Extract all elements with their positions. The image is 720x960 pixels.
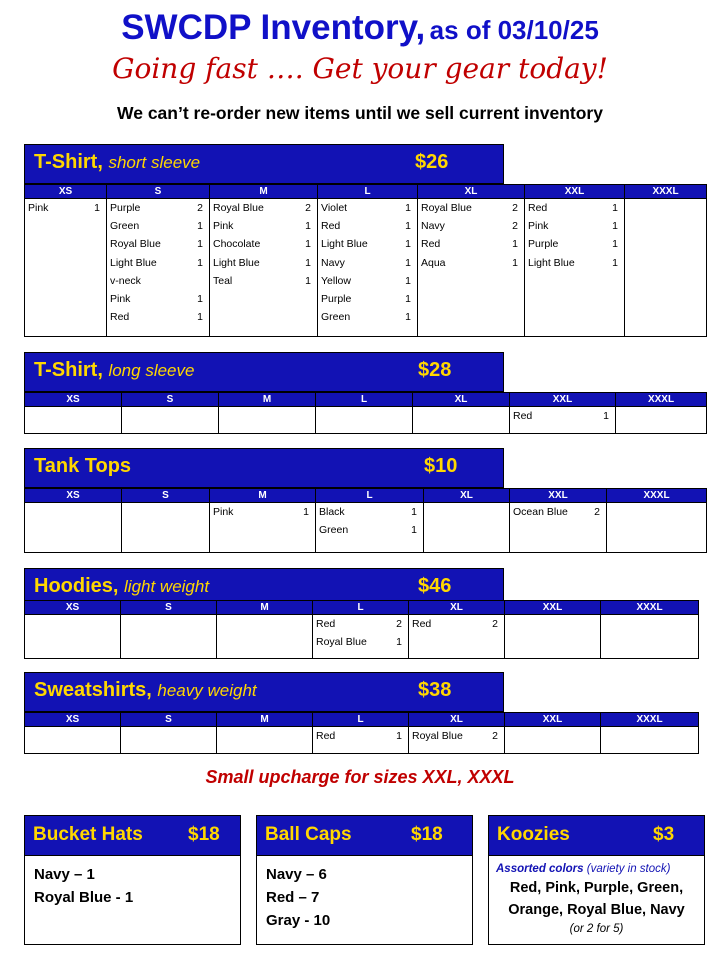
box-price: $18	[188, 824, 220, 845]
item-color: Pink	[110, 292, 131, 305]
box-line: Navy – 6	[266, 866, 327, 883]
item-quantity: 2	[492, 730, 498, 742]
item-quantity: 1	[405, 202, 411, 214]
size-cell	[25, 615, 121, 659]
size-header: XL	[409, 601, 505, 615]
size-cell	[122, 407, 219, 434]
inventory-item	[528, 256, 621, 274]
inventory-item	[319, 505, 420, 523]
size-header: XS	[25, 393, 122, 407]
box-ball-caps	[256, 815, 473, 945]
size-header: XXL	[505, 713, 601, 727]
item-color: Pink	[528, 220, 549, 233]
item-quantity: 1	[411, 524, 417, 537]
section-header	[24, 144, 504, 184]
item-color: Navy	[321, 256, 345, 269]
inventory-item	[213, 505, 312, 523]
item-color: Pink	[28, 202, 49, 214]
inventory-item	[321, 292, 414, 310]
inventory-item	[513, 409, 612, 427]
koozie-deal: (or 2 for 5)	[569, 923, 624, 935]
size-cell	[121, 615, 217, 659]
size-cell	[601, 727, 699, 754]
size-header: XL	[424, 489, 510, 503]
item-color: Purple	[110, 202, 141, 214]
size-header: M	[219, 393, 316, 407]
section-header	[24, 672, 504, 712]
section-title: Hoodies, light weight	[34, 575, 210, 597]
box-line: Red, Pink, Purple, Green,	[509, 880, 684, 896]
inventory-item	[528, 201, 621, 219]
inventory-item	[110, 201, 206, 219]
size-cell	[219, 407, 316, 434]
item-color: Green	[110, 220, 140, 233]
item-color: Light Blue	[213, 256, 260, 269]
item-color: Red	[421, 238, 441, 251]
item-color: Royal Blue	[316, 636, 367, 649]
box-price: $3	[653, 824, 675, 845]
section-title: Tank Tops	[34, 455, 132, 477]
inventory-item	[421, 201, 521, 219]
item-color: Navy	[421, 220, 445, 233]
size-header: S	[121, 601, 217, 615]
inventory-item	[412, 729, 501, 747]
size-cell	[409, 727, 505, 754]
inventory-item	[110, 310, 206, 328]
item-color: Royal Blue	[213, 202, 264, 214]
size-cell	[318, 199, 418, 337]
inventory-item	[316, 729, 405, 747]
item-color: Red	[316, 730, 336, 742]
item-quantity: 2	[594, 506, 600, 518]
size-header: L	[318, 185, 418, 199]
size-cell	[25, 407, 122, 434]
size-header: XXL	[510, 489, 607, 503]
size-header: XS	[25, 185, 107, 199]
size-table	[24, 184, 707, 337]
box-title: Ball Caps	[265, 824, 352, 845]
box-body	[257, 856, 472, 939]
box-header	[25, 816, 240, 856]
size-table	[24, 712, 699, 754]
size-cell	[217, 615, 313, 659]
inventory-item	[421, 256, 521, 274]
section-hoodies	[24, 568, 698, 662]
item-color: Green	[319, 524, 349, 537]
size-cell	[25, 727, 121, 754]
size-header: S	[121, 713, 217, 727]
size-header: XS	[25, 713, 121, 727]
size-cell	[217, 727, 313, 754]
size-header: XXXL	[616, 393, 707, 407]
size-cell	[210, 503, 316, 553]
inventory-item	[316, 635, 405, 653]
item-color: v-neck	[110, 274, 141, 287]
inventory-item	[421, 237, 521, 255]
item-color: Ocean Blue	[513, 506, 568, 518]
box-title: Koozies	[497, 824, 570, 845]
item-color: Teal	[213, 274, 233, 287]
item-quantity: 1	[405, 311, 411, 324]
size-header: XXXL	[607, 489, 707, 503]
size-header: L	[313, 713, 409, 727]
item-quantity: 2	[305, 202, 311, 214]
item-quantity: 2	[492, 618, 498, 630]
title-date: as of 03/10/25	[429, 15, 599, 45]
box-header	[257, 816, 472, 856]
item-quantity: 1	[405, 274, 411, 287]
section-title: T-Shirt, short sleeve	[34, 151, 201, 173]
size-header: XXXL	[601, 713, 699, 727]
reorder-note: We can’t re-order new items until we sell current inventory	[117, 103, 603, 123]
item-quantity: 1	[411, 506, 417, 518]
box-koozies	[488, 815, 705, 945]
item-color: Royal Blue	[412, 730, 463, 742]
size-cell	[409, 615, 505, 659]
size-header: XXL	[505, 601, 601, 615]
item-color: Purple	[321, 292, 352, 305]
item-quantity: 1	[612, 220, 618, 233]
section-price: $10	[424, 455, 458, 477]
item-color: Chocolate	[213, 238, 261, 251]
section-title: T-Shirt, long sleeve	[34, 359, 195, 381]
size-cell	[313, 615, 409, 659]
inventory-item	[321, 274, 414, 292]
item-color: Light Blue	[528, 256, 575, 269]
size-header: M	[217, 713, 313, 727]
box-price: $18	[411, 824, 443, 845]
size-cell	[601, 615, 699, 659]
item-color: Black	[319, 506, 345, 518]
item-quantity: 1	[405, 292, 411, 305]
item-quantity: 1	[305, 274, 311, 287]
item-quantity: 2	[512, 220, 518, 233]
item-color: Purple	[528, 238, 559, 251]
size-cell	[525, 199, 625, 337]
item-color: Red	[513, 410, 533, 422]
item-color: Red	[412, 618, 432, 630]
inventory-item	[321, 256, 414, 274]
inventory-item	[213, 237, 314, 255]
item-quantity: 1	[197, 220, 203, 233]
item-color: Royal Blue	[421, 202, 472, 214]
box-header	[489, 816, 704, 856]
inventory-item	[28, 201, 103, 219]
section-sweatshirts	[24, 672, 698, 754]
item-color: Red	[110, 311, 130, 324]
inventory-item	[110, 219, 206, 237]
size-header: XS	[25, 489, 122, 503]
size-cell	[510, 503, 607, 553]
koozie-colors	[496, 877, 697, 921]
size-cell	[625, 199, 707, 337]
size-header: M	[217, 601, 313, 615]
item-color: Green	[321, 311, 351, 324]
size-cell	[424, 503, 510, 553]
size-header: XL	[418, 185, 525, 199]
size-header: M	[210, 489, 316, 503]
page-title	[0, 8, 720, 48]
item-quantity: 1	[305, 220, 311, 233]
box-line: Royal Blue - 1	[34, 889, 134, 906]
inventory-item	[213, 219, 314, 237]
item-color: Yellow	[321, 274, 351, 287]
section-tshirt-short	[24, 144, 706, 338]
size-cell	[413, 407, 510, 434]
size-header: XXL	[510, 393, 616, 407]
section-tshirt-long	[24, 352, 706, 434]
item-quantity: 1	[603, 410, 609, 422]
size-header: L	[316, 489, 424, 503]
item-quantity: 1	[197, 311, 203, 324]
size-cell	[316, 407, 413, 434]
size-header: XS	[25, 601, 121, 615]
item-quantity: 2	[396, 618, 402, 630]
size-header: S	[122, 393, 219, 407]
item-quantity: 1	[197, 256, 203, 269]
item-color: Aqua	[421, 256, 446, 269]
section-header	[24, 448, 504, 488]
size-table	[24, 392, 707, 434]
inventory-item	[110, 256, 206, 274]
upcharge-note: Small upcharge for sizes XXL, XXXL	[205, 767, 515, 787]
item-quantity: 1	[512, 238, 518, 251]
size-cell	[316, 503, 424, 553]
size-header: XXL	[525, 185, 625, 199]
box-line: Navy – 1	[34, 866, 95, 883]
size-cell	[313, 727, 409, 754]
item-color: Royal Blue	[110, 238, 161, 251]
item-quantity: 1	[612, 238, 618, 251]
size-header: S	[107, 185, 210, 199]
item-quantity: 1	[94, 202, 100, 214]
box-bucket-hats	[24, 815, 241, 945]
inventory-item	[213, 256, 314, 274]
inventory-item	[421, 219, 521, 237]
slogan: Going fast …. Get your gear today!	[112, 52, 608, 85]
section-price: $38	[418, 679, 452, 701]
inventory-item	[321, 237, 414, 255]
item-quantity: 1	[512, 256, 518, 269]
box-body	[489, 856, 704, 942]
box-body	[25, 856, 240, 916]
size-header: L	[316, 393, 413, 407]
size-header: XXXL	[625, 185, 707, 199]
size-cell	[121, 727, 217, 754]
inventory-item	[110, 274, 206, 292]
size-header: M	[210, 185, 318, 199]
size-table	[24, 600, 699, 659]
section-tank-tops	[24, 448, 706, 554]
item-quantity: 1	[396, 730, 402, 742]
item-quantity: 2	[512, 202, 518, 214]
item-color: Pink	[213, 506, 234, 518]
inventory-item	[321, 219, 414, 237]
item-quantity: 1	[396, 636, 402, 649]
size-header: XL	[409, 713, 505, 727]
size-table	[24, 488, 707, 553]
size-cell	[25, 503, 122, 553]
item-color: Light Blue	[110, 256, 157, 269]
item-quantity: 2	[197, 202, 203, 214]
size-cell	[122, 503, 210, 553]
inventory-item	[110, 237, 206, 255]
size-cell	[616, 407, 707, 434]
inventory-item	[528, 237, 621, 255]
item-color: Light Blue	[321, 238, 368, 251]
size-header: L	[313, 601, 409, 615]
inventory-item	[412, 617, 501, 635]
item-quantity: 1	[197, 292, 203, 305]
inventory-item	[513, 505, 603, 523]
section-price: $46	[418, 575, 452, 597]
size-header: XXXL	[601, 601, 699, 615]
item-color: Red	[316, 618, 336, 630]
koozie-note: Assorted colors (variety in stock)	[496, 863, 671, 875]
inventory-item	[110, 292, 206, 310]
size-cell	[607, 503, 707, 553]
item-quantity: 1	[405, 256, 411, 269]
size-header: XL	[413, 393, 510, 407]
size-cell	[510, 407, 616, 434]
size-cell	[107, 199, 210, 337]
inventory-item	[321, 310, 414, 328]
size-cell	[210, 199, 318, 337]
item-quantity: 1	[405, 220, 411, 233]
item-quantity: 1	[305, 256, 311, 269]
title-main: SWCDP Inventory,	[121, 8, 426, 47]
item-quantity: 1	[197, 238, 203, 251]
inventory-item	[316, 617, 405, 635]
size-header: S	[122, 489, 210, 503]
item-color: Red	[321, 220, 341, 233]
section-header	[24, 352, 504, 392]
box-line: Orange, Royal Blue, Navy	[508, 902, 685, 918]
item-color: Red	[528, 202, 548, 214]
item-color: Violet	[321, 202, 348, 214]
box-line: Gray - 10	[266, 912, 331, 929]
inventory-item	[213, 201, 314, 219]
size-cell	[418, 199, 525, 337]
item-quantity: 1	[305, 238, 311, 251]
size-cell	[505, 615, 601, 659]
section-title: Sweatshirts, heavy weight	[34, 679, 257, 701]
inventory-item	[213, 274, 314, 292]
section-price: $26	[415, 151, 449, 173]
section-price: $28	[418, 359, 452, 381]
item-quantity: 1	[303, 506, 309, 518]
box-title: Bucket Hats	[33, 824, 143, 845]
inventory-item	[528, 219, 621, 237]
inventory-item	[319, 523, 420, 541]
inventory-item	[321, 201, 414, 219]
item-quantity: 1	[405, 238, 411, 251]
item-color: Pink	[213, 220, 234, 233]
item-quantity: 1	[612, 202, 618, 214]
item-quantity: 1	[612, 256, 618, 269]
size-cell	[505, 727, 601, 754]
item-quantity	[203, 274, 206, 292]
size-cell	[25, 199, 107, 337]
box-line: Red – 7	[266, 889, 320, 906]
